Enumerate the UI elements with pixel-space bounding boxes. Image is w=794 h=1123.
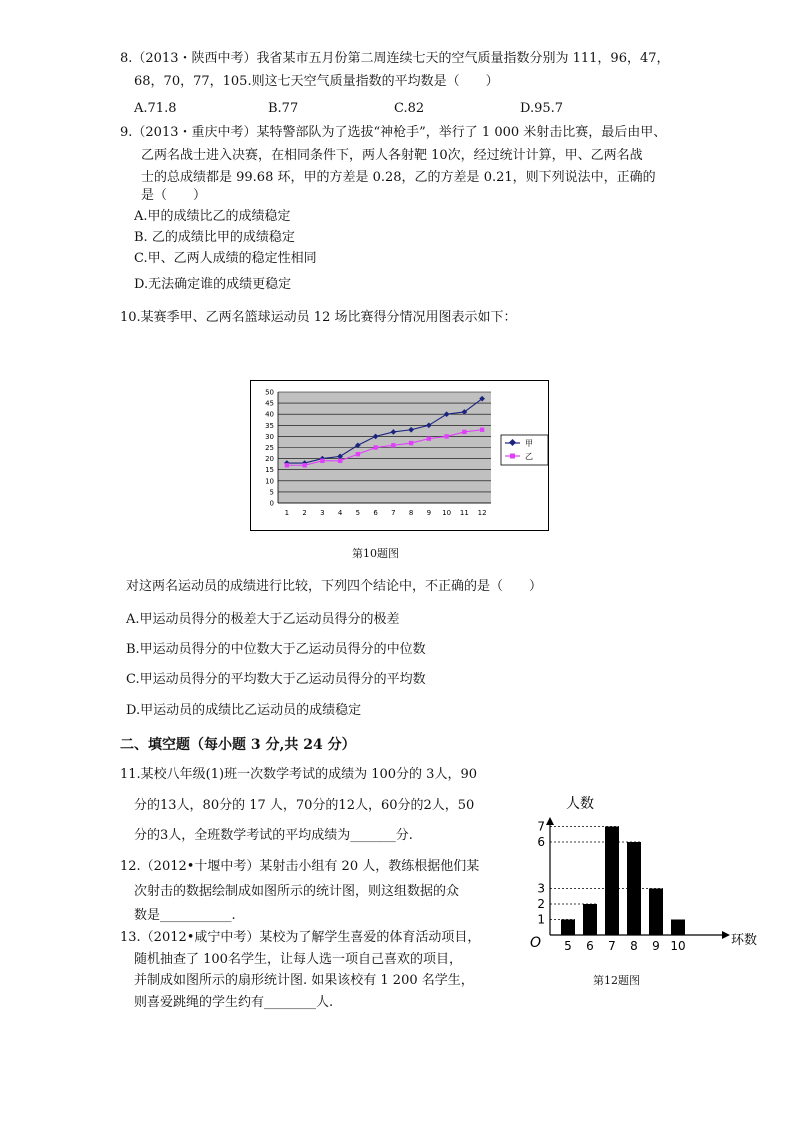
- x-tick-label: 8: [408, 509, 414, 517]
- x-tick-label: 2: [302, 509, 307, 517]
- data-point: [444, 434, 448, 438]
- q13-line1: 13.（2012•咸宁中考）某校为了解学生喜爱的体育活动项目，: [120, 930, 481, 945]
- y-tick-label: 1: [537, 912, 545, 927]
- x-tick-label: 12: [477, 509, 487, 517]
- x-tick-label: 1: [284, 509, 290, 517]
- y-tick-label: 45: [265, 399, 274, 408]
- x-tick-label: 5: [355, 509, 361, 517]
- origin-label: O: [530, 935, 542, 951]
- bar: [605, 827, 619, 936]
- x-axis-label: 环数: [731, 933, 758, 948]
- q12-figure-caption: 第12题图: [593, 974, 640, 987]
- data-point: [338, 459, 342, 463]
- x-tick-label: 10: [442, 509, 452, 517]
- x-tick-label: 6: [586, 939, 594, 953]
- bar: [583, 904, 597, 935]
- y-tick-label: 25: [265, 444, 274, 452]
- q8-line1: 8.（2013・陕西中考）我省某市五月份第二周连续七天的空气质量指数分别为 111，96，47，: [120, 51, 670, 66]
- x-tick-label: 5: [564, 939, 572, 953]
- q9-line3: 士的总成绩都是 99.68 环，甲的方差是 0.28，乙的方差是 0.21，则下列说法中，正确的: [141, 170, 656, 185]
- x-tick-label: 10: [670, 939, 686, 953]
- x-tick-label: 7: [391, 509, 396, 517]
- q13-line2: 随机抽查了 100名学生，让每人选一项自己喜欢的项目，: [134, 952, 462, 967]
- x-tick-label: 8: [630, 939, 638, 953]
- q8-option-d: D.95.7: [520, 101, 564, 116]
- y-tick-label: 7: [537, 819, 545, 834]
- q12-line2: 次射击的数据绘制成如图所示的统计图，则这组数据的众: [134, 884, 460, 899]
- y-tick-label: 15: [265, 466, 274, 475]
- q8-option-b: B.77: [268, 101, 299, 116]
- legend-label-yi: 乙: [525, 452, 533, 461]
- q10-option-c: C.甲运动员得分的平均数大于乙运动员得分的平均数: [126, 672, 426, 687]
- x-tick-label: 4: [337, 509, 343, 517]
- q12-bar-chart: [525, 790, 775, 960]
- q10-option-b: B.甲运动员得分的中位数大于乙运动员得分的中位数: [126, 642, 426, 657]
- y-tick-label: 50: [265, 388, 274, 397]
- q10-option-d: D.甲运动员的成绩比乙运动员的成绩稳定: [126, 703, 362, 718]
- y-tick-label: 2: [537, 897, 545, 911]
- data-point: [409, 441, 413, 445]
- x-tick-label: 6: [373, 509, 378, 517]
- q10-intro: 10.某赛季甲、乙两名篮球运动员 12 场比赛得分情况用图表示如下：: [120, 310, 517, 325]
- q9-line4: 是（ ）: [141, 188, 207, 203]
- x-tick-label: 9: [426, 509, 432, 517]
- bar: [561, 920, 575, 936]
- q9-option-c: C.甲、乙两人成绩的稳定性相同: [134, 251, 317, 266]
- y-tick-label: 6: [537, 835, 545, 849]
- data-point: [320, 459, 324, 463]
- y-tick-label: 30: [265, 432, 274, 441]
- bar: [671, 920, 685, 936]
- x-tick-label: 3: [320, 509, 325, 517]
- y-axis-arrow: [546, 817, 554, 825]
- bar: [627, 842, 641, 935]
- x-tick-label: 11: [459, 509, 469, 517]
- q9-line2: 乙两名战士进入决赛，在相同条件下，两人各射靶 10次，经过统计计算，甲、乙两名战: [141, 148, 643, 163]
- q9-line1: 9.（2013・重庆中考）某特警部队为了选拔“神枪手”，举行了 1 000 米射击比赛，最后由甲、: [120, 125, 667, 140]
- x-tick-label: 9: [652, 939, 660, 953]
- x-axis-arrow: [722, 931, 730, 939]
- data-point: [462, 430, 466, 434]
- data-point: [480, 428, 484, 432]
- q11-line3: 分的3人，全班数学考试的平均成绩为_______分.: [134, 828, 413, 843]
- y-tick-label: 35: [265, 421, 274, 430]
- y-tick-label: 10: [265, 477, 274, 486]
- q10-line-chart: [250, 380, 550, 532]
- q8-line2: 68，70，77，105.则这七天空气质量指数的平均数是（ ）: [134, 74, 499, 89]
- q13-line4: 则喜爱跳绳的学生约有________人.: [134, 995, 334, 1010]
- y-tick-label: 0: [269, 499, 274, 508]
- q8-option-c: C.82: [394, 101, 425, 116]
- legend-label-jia: 甲: [525, 439, 533, 448]
- q12-line1: 12.（2012•十堰中考）某射击小组有 20 人，教练根据他们某: [120, 859, 480, 874]
- q12-line3: 数是___________.: [134, 908, 236, 923]
- data-point: [373, 445, 377, 449]
- data-point: [302, 463, 306, 467]
- q9-option-d: D.无法确定谁的成绩更稳定: [134, 277, 292, 292]
- q10-figure-caption: 第10题图: [352, 547, 399, 560]
- q10-question: 对这两名运动员的成绩进行比较，下列四个结论中，不正确的是（ ）: [126, 579, 543, 594]
- q10-option-a: A.甲运动员得分的极差大于乙运动员得分的极差: [126, 612, 400, 627]
- q11-line1: 11.某校八年级(1)班一次数学考试的成绩为 100分的 3人，90: [120, 767, 477, 782]
- q11-line2: 分的13人，80分的 17 人，70分的12人，60分的2人，50: [134, 798, 475, 813]
- y-tick-label: 40: [265, 410, 274, 419]
- q13-line3: 并制成如图所示的扇形统计图. 如果该校有 1 200 名学生，: [134, 973, 474, 988]
- q9-option-b: B. 乙的成绩比甲的成绩稳定: [134, 230, 295, 245]
- y-tick-label: 3: [537, 881, 545, 896]
- y-axis-label: 人数: [566, 796, 594, 812]
- bar: [649, 889, 663, 936]
- x-tick-label: 7: [608, 939, 616, 953]
- data-point: [391, 443, 395, 447]
- data-point: [356, 452, 360, 456]
- y-tick-label: 20: [265, 455, 274, 464]
- section2-heading: 二、填空题（每小题 3 分,共 24 分）: [120, 737, 356, 753]
- q9-option-a: A.甲的成绩比乙的成绩稳定: [134, 209, 291, 224]
- data-point: [427, 436, 431, 440]
- q8-option-a: A.71.8: [134, 101, 177, 116]
- y-tick-label: 5: [269, 488, 274, 497]
- data-point: [285, 463, 289, 467]
